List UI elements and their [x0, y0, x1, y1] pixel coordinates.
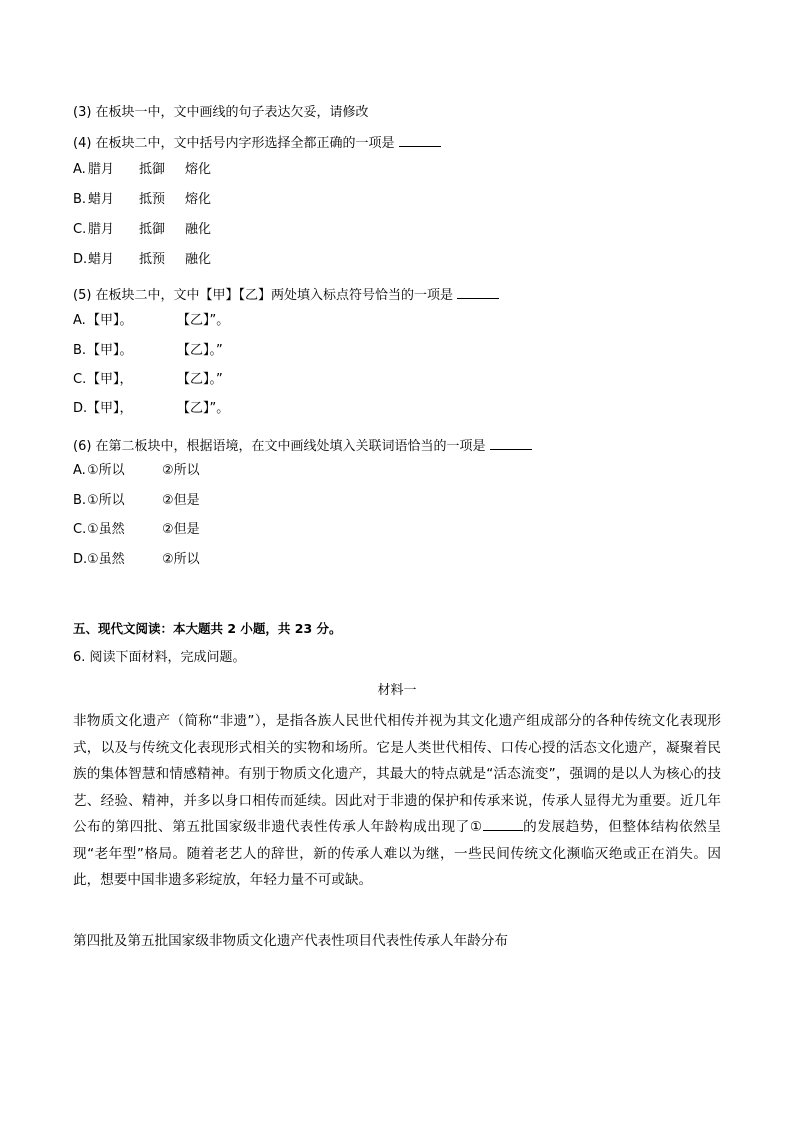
q3-stem	[73, 104, 369, 122]
q5-option-label: D.	[73, 401, 88, 416]
chart-caption	[73, 932, 508, 950]
q5-option-part-1: 【甲】。	[87, 343, 133, 358]
q6-option-label: C.	[73, 522, 87, 537]
answer-blank	[457, 286, 499, 299]
q6-option-part-2: ②所以	[162, 463, 200, 478]
q4-stem	[73, 134, 441, 153]
q4-option-word-1: 蜡月	[88, 192, 115, 207]
q5-option-part-2: 【乙】。”	[177, 343, 223, 358]
q4-option-word-1: 腊月	[88, 162, 115, 177]
q4-stem-text: (4) 在板块二中，文中括号内字形选择全都正确的一项是	[73, 136, 395, 151]
q5-stem	[73, 286, 499, 305]
q5-stem-text: (5) 在板块二中，文中【甲】【乙】两处填入标点符号恰当的一项是	[73, 288, 454, 303]
q3-stem-text: (3) 在板块一中，文中画线的句子表达欠妥，请修改	[73, 105, 369, 120]
q4-option-word-1: 腊月	[88, 222, 115, 237]
q6-option-label: B.	[73, 493, 87, 508]
q4-option-word-3: 熔化	[185, 192, 212, 207]
answer-blank	[483, 818, 523, 831]
q5-option-label: A.	[73, 313, 86, 328]
q6-option-part-2: ②但是	[162, 522, 200, 537]
q6-option-part-1: ①虽然	[87, 552, 125, 567]
answer-blank	[490, 437, 532, 450]
material-paragraph	[73, 708, 721, 894]
material-title	[0, 682, 794, 700]
section-heading-detail: 本大题共 2 小题，共 23 分。	[173, 621, 342, 636]
chart-caption-text: 第四批及第五批国家级非物质文化遗产代表性项目代表性传承人年龄分布	[73, 933, 508, 949]
q4-option-word-2: 抵预	[139, 252, 166, 267]
q6-stem-text: (6) 在第二板块中，根据语境，在文中画线处填入关联词语恰当的一项是	[73, 439, 486, 454]
section-heading	[73, 620, 342, 638]
q6-option-label: A.	[73, 463, 86, 478]
q6-option-label: D.	[73, 552, 88, 567]
reading-question-stem	[73, 649, 246, 667]
q6-option-part-2: ②但是	[162, 493, 200, 508]
q6-option-part-1: ①所以	[87, 463, 125, 478]
q4-option-word-2: 抵预	[139, 192, 166, 207]
q5-option-part-1: 【甲】，	[87, 401, 133, 416]
q6-option-part-2: ②所以	[162, 552, 200, 567]
q4-option-label: C.	[73, 222, 87, 237]
q4-option-label: A.	[73, 162, 86, 177]
q4-option-word-1: 蜡月	[88, 252, 115, 267]
q5-option-part-2: 【乙】。”	[177, 372, 223, 387]
q4-option-word-2: 抵御	[139, 222, 166, 237]
q6-stem	[73, 437, 532, 456]
q5-option-part-2: 【乙】”。	[177, 313, 230, 328]
q5-option-label: C.	[73, 372, 87, 387]
material-title-text: 材料一	[377, 683, 417, 698]
q4-option-label: D.	[73, 252, 88, 267]
q5-option-label: B.	[73, 343, 87, 358]
reading-question-stem-text: 6. 阅读下面材料，完成问题。	[73, 650, 246, 665]
q4-option-word-3: 融化	[185, 222, 212, 237]
material-paragraph-part-2: 的发展趋势，但整体结构依然呈现“老年型”格局。随着老艺人的辞世，新的传承人难以为继，一些民间传统文化濒临灭绝或正在消失。因此，想要中国非遗多彩绽放，年轻力量不可或缺。	[73, 819, 722, 888]
section-heading-prefix: 五、现代文阅读：	[73, 621, 174, 636]
material-paragraph-part-1: 非物质文化遗产（简称“非遗”），是指各族人民世代相传并视为其文化遗产组成部分的各种传统文化表现形式，以及与传统文化表现形式相关的实物和场所。它是人类世代相传、口传心授的活态文化遗产，凝聚着民族的集体智慧和情感精神。有别于物质文化遗产，其最大的特点就是“活态流变”，强调的是以人为核心的技艺、经验、精神，并多以身口相传而延续。因此对于非遗的保护和传承来说，传承人显得尤为重要。近几年公布的第四批、第五批国家级非遗代表性传承人年龄构成出现了①	[73, 713, 721, 835]
q5-option-part-1: 【甲】，	[87, 372, 133, 387]
q6-option-part-1: ①所以	[87, 493, 125, 508]
q4-option-word-3: 融化	[185, 252, 212, 267]
q5-option-part-1: 【甲】。	[87, 313, 133, 328]
q6-option-part-1: ①虽然	[87, 522, 125, 537]
q5-option-part-2: 【乙】”。	[177, 401, 230, 416]
q4-option-word-2: 抵御	[139, 162, 166, 177]
q4-option-label: B.	[73, 192, 87, 207]
q4-option-word-3: 熔化	[185, 162, 212, 177]
answer-blank	[399, 134, 441, 147]
